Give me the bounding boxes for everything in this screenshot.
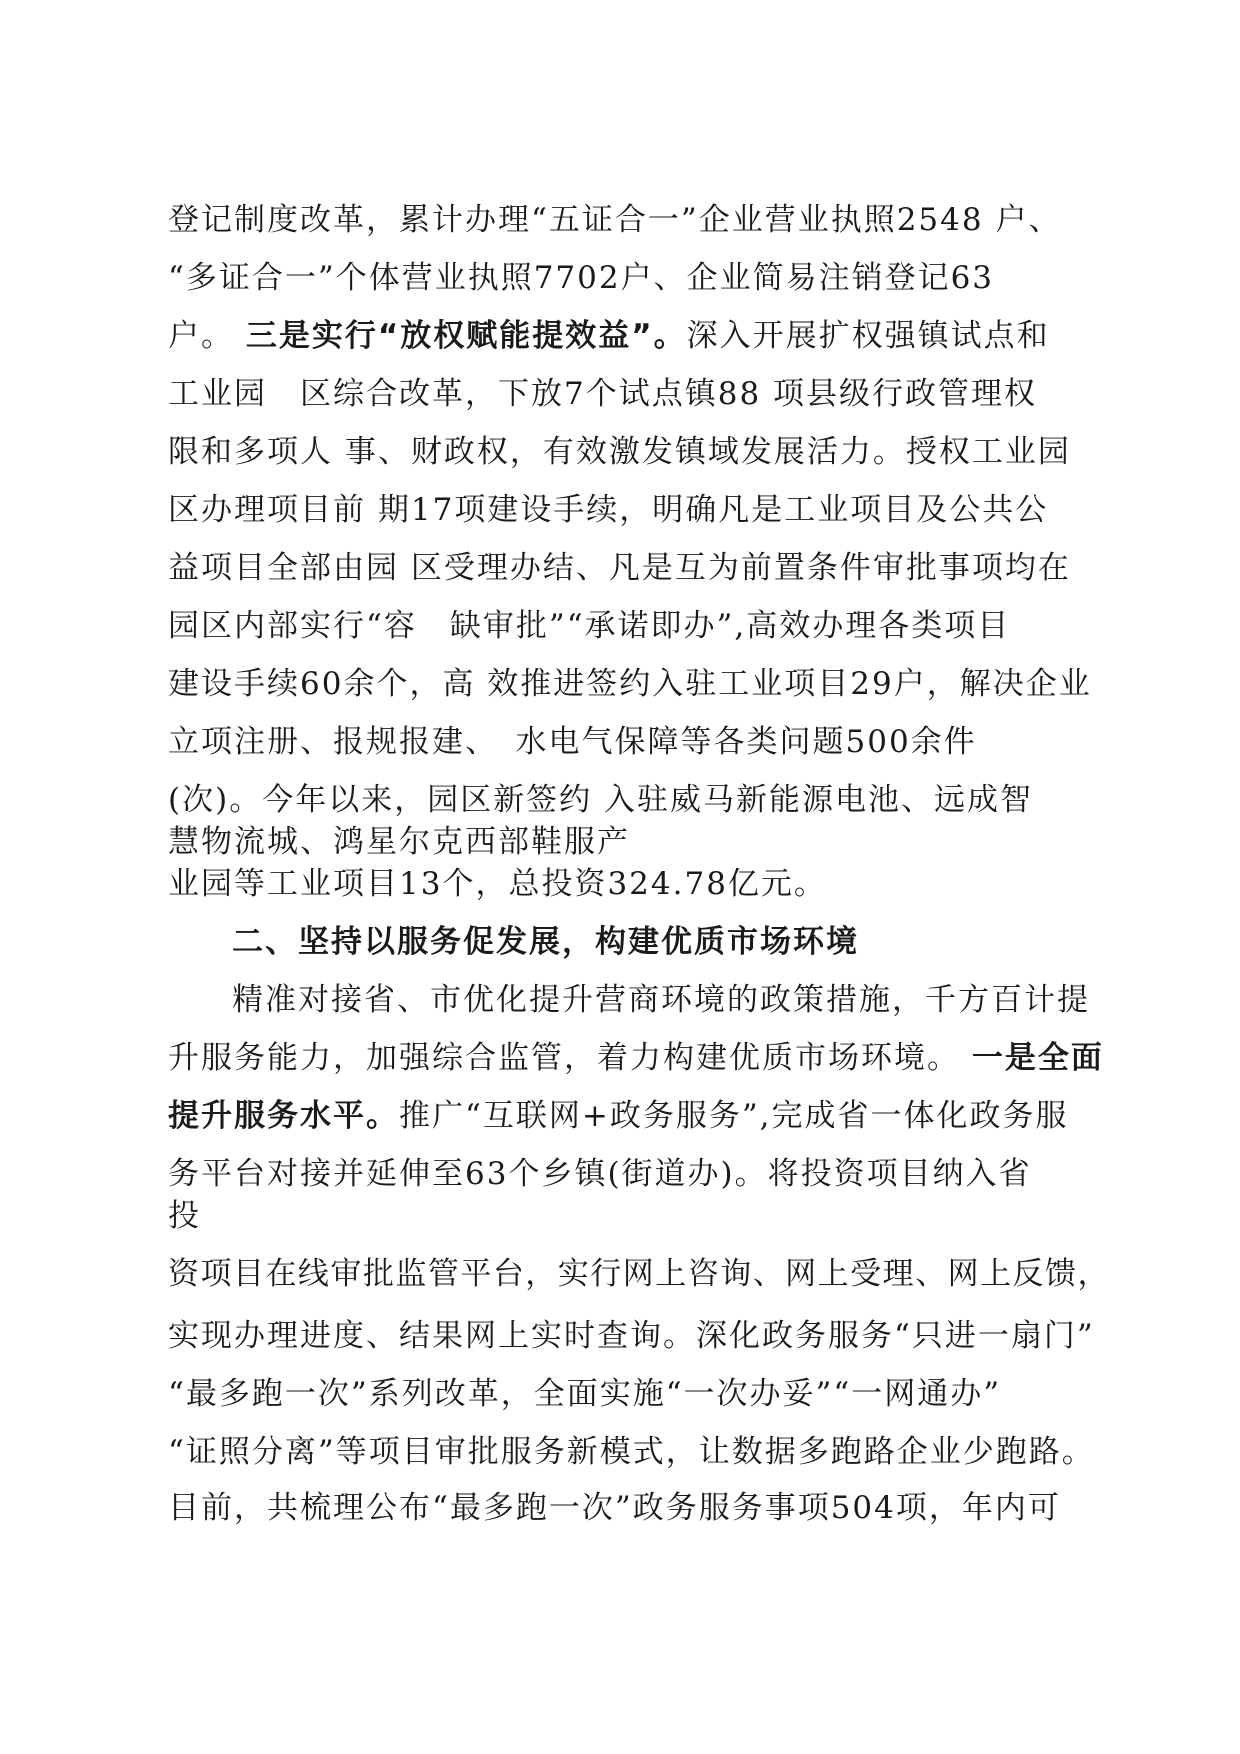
bold-lead-phrase: 一是全面 xyxy=(971,1040,1104,1076)
text-run: 立项注册、报规报建、 水电气保障等各类问题500余件 xyxy=(168,724,977,760)
heading-text: 二、坚持以服务促发展，构建优质市场环境 xyxy=(232,924,859,960)
text-line xyxy=(168,432,1071,472)
text-line xyxy=(168,1154,1032,1194)
text-run: “多证合一”个体营业执照7702户、企业简易注销登记63 xyxy=(168,260,995,296)
text-line xyxy=(168,822,630,862)
text-line xyxy=(168,316,1050,356)
text-line xyxy=(168,664,1092,704)
text-line xyxy=(168,864,827,904)
text-run: 资项目在线审批监管平台，实行网上咨询、网上受理、网上反馈， xyxy=(168,1256,1110,1292)
text-run: 工业园 区综合改革，下放7个试点镇88 项县级行政管理权 xyxy=(168,376,1038,412)
text-run: 精准对接省、市优化提升营商环境的政策措施，千方百计提 xyxy=(232,982,1090,1018)
text-line xyxy=(168,1038,1104,1078)
text-line xyxy=(168,374,1037,414)
text-run: 目前，共梳理公布“最多跑一次”政务服务事项504项，年内可 xyxy=(168,1490,1061,1526)
text-run: 推广“互联网+政务服务”,完成省一体化政务服 xyxy=(399,1098,1069,1134)
text-line xyxy=(168,1432,1095,1472)
text-line xyxy=(168,258,994,298)
text-run: 慧物流城、鸿星尔克西部鞋服产 xyxy=(168,824,630,860)
text-run: 投 xyxy=(168,1198,201,1234)
text-line xyxy=(168,490,1048,530)
text-run: 益项目全部由园 区受理办结、凡是互为前置条件审批事项均在 xyxy=(168,550,1071,586)
text-run: “证照分离”等项目审批服务新模式，让数据多跑路企业少跑路。 xyxy=(168,1434,1095,1470)
text-run: 区办理项目前 期17项建设手续，明确凡是工业项目及公共公 xyxy=(168,492,1049,528)
text-run: 深入开展扩权强镇试点和 xyxy=(686,318,1050,354)
text-run: 户。 xyxy=(168,318,246,354)
text-line xyxy=(168,1374,1001,1414)
text-run: 建设手续60余个，高 效推进签约入驻工业项目29户，解决企业 xyxy=(168,666,1092,702)
text-run: 升服务能力，加强综合监管，着力构建优质市场环境。 xyxy=(168,1040,972,1076)
text-line xyxy=(168,1096,1069,1136)
text-run: 业园等工业项目13个，总投资324.78亿元。 xyxy=(168,866,827,902)
text-line xyxy=(168,1488,1061,1528)
text-run: (次)。今年以来，园区新签约 入驻威马新能源电池、远成智 xyxy=(168,782,1034,818)
text-run: 登记制度改革，累计办理“五证合一”企业营业执照2548 户、 xyxy=(168,202,1062,238)
text-line xyxy=(168,722,977,762)
text-run: 园区内部实行“容 缺审批”“承诺即办”,高效办理各类项目 xyxy=(168,608,1011,644)
bold-lead-phrase: 三是实行“放权赋能提效益”。 xyxy=(245,318,687,354)
text-line xyxy=(168,606,1010,646)
text-run: “最多跑一次”系列改革，全面实施“一次办妥”“一网通办” xyxy=(168,1376,1002,1412)
text-line xyxy=(168,1316,1095,1356)
text-line xyxy=(168,548,1071,588)
text-line xyxy=(168,1254,1110,1294)
text-line xyxy=(232,980,1090,1020)
text-run: 限和多项人 事、财政权，有效激发镇域发展活力。授权工业园 xyxy=(168,434,1071,470)
bold-lead-phrase: 提升服务水平。 xyxy=(168,1098,399,1134)
text-run: 实现办理进度、结果网上实时查询。深化政务服务“只进一扇门” xyxy=(168,1318,1095,1354)
text-line xyxy=(168,780,1033,820)
text-line xyxy=(168,1196,201,1236)
text-line xyxy=(168,200,1061,240)
section-heading xyxy=(232,922,859,962)
text-run: 务平台对接并延伸至63个乡镇(街道办)。将投资项目纳入省 xyxy=(168,1156,1032,1192)
